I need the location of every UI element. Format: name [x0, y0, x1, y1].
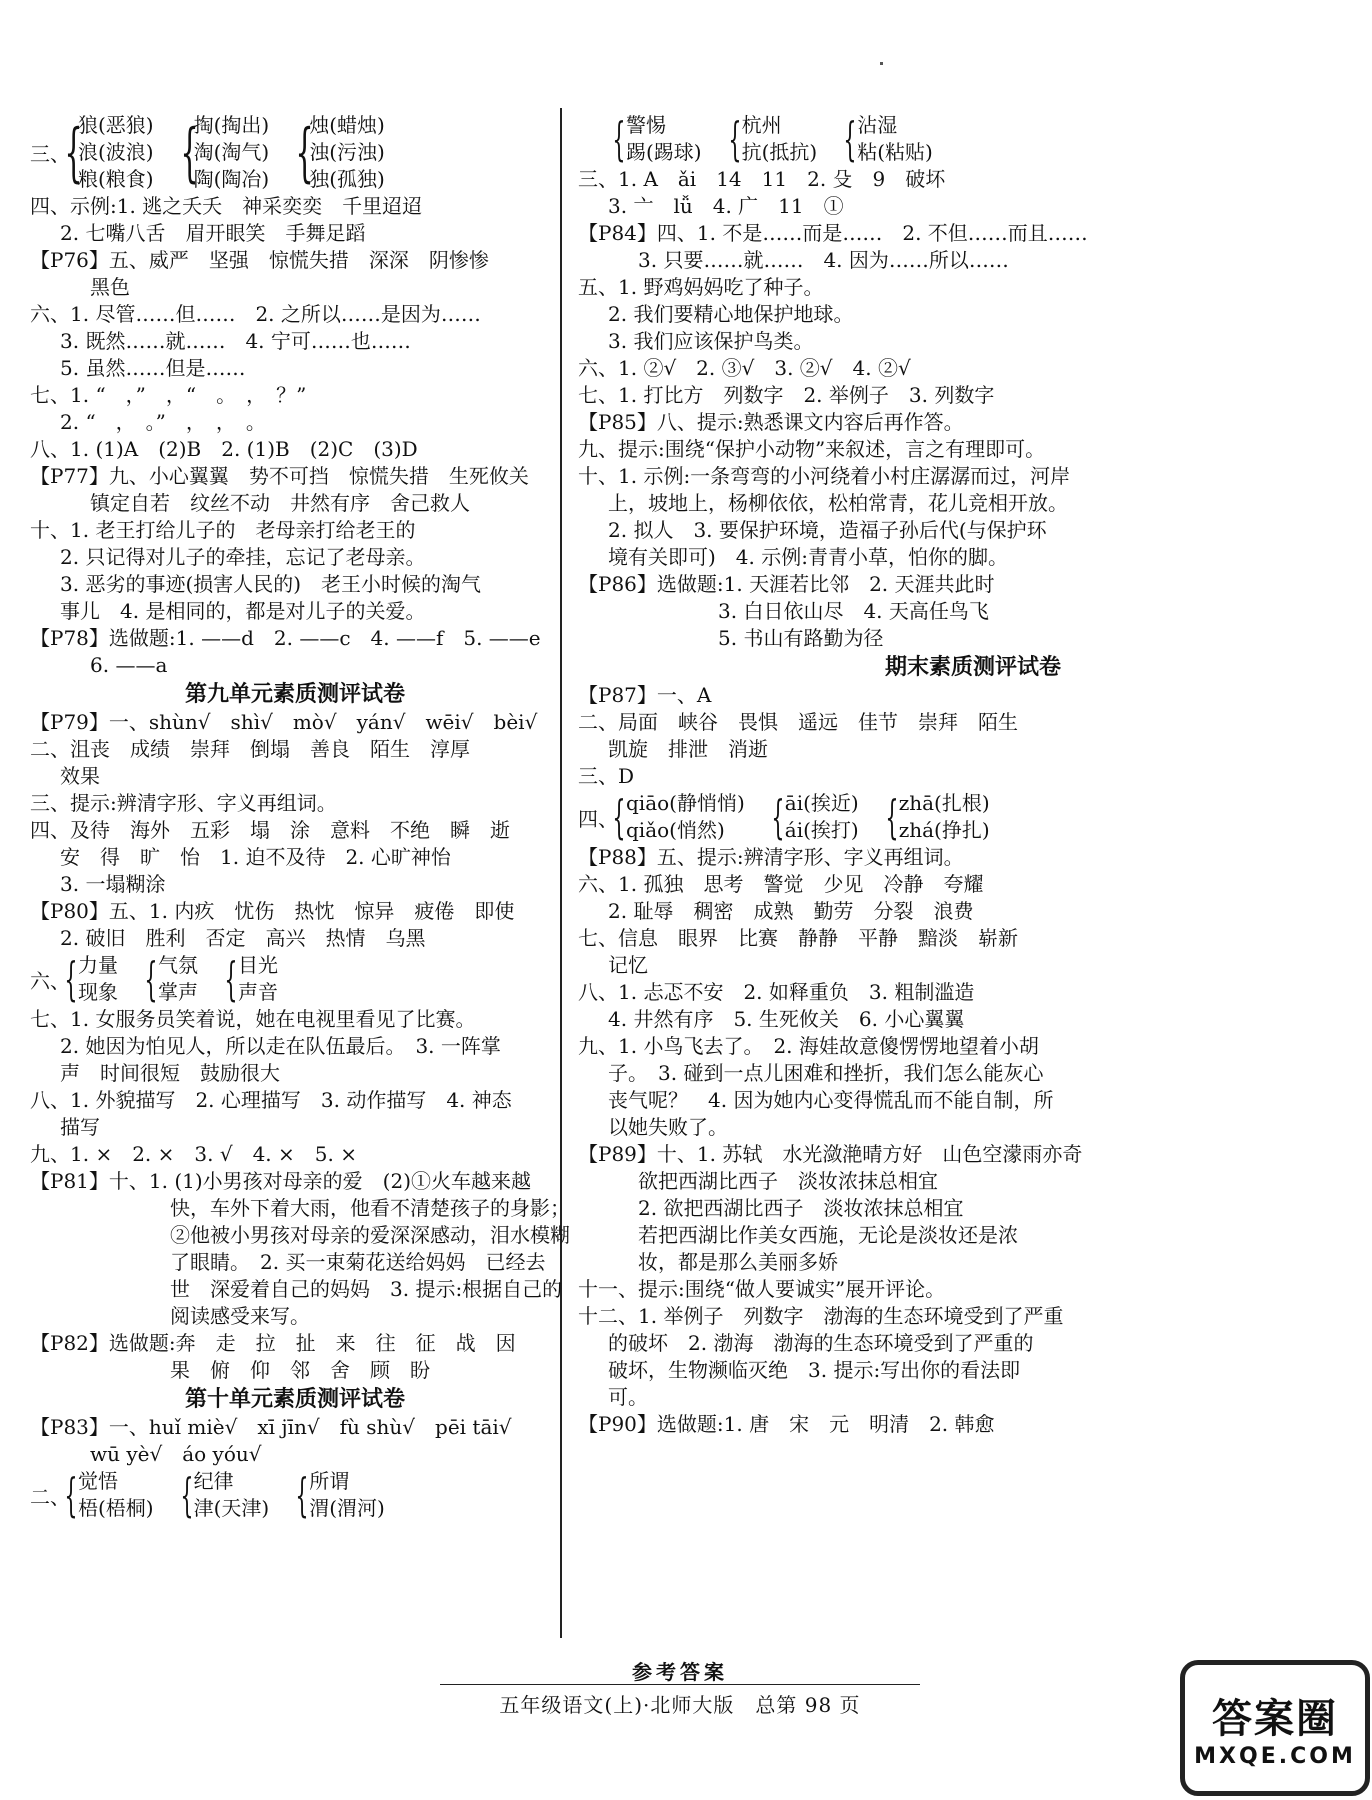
brace-item: 掏(掏出) — [193, 113, 270, 137]
answer-line: 果 俯 仰 邻 舍 顾 盼 — [170, 1358, 430, 1382]
answer-line: 子。 3. 碰到一点儿困难和挫折，我们怎么能灰心 — [608, 1061, 1044, 1085]
brace-item: 力量 — [78, 953, 118, 977]
brace-item: 气氛 — [158, 953, 198, 977]
brace-group-3: 三、 { 狼(恶狼) 浪(波浪) 粮(粮食) { 掏(掏出) 淘(淘气) 陶(陶冶) { 烛(蜡烛) 浊(污浊) 独(孤独) — [30, 113, 385, 191]
answer-line: 欲把西湖比西子 淡妆浓抹总相宜 — [638, 1169, 938, 1193]
answer-line: 阅读感受来写。 — [170, 1304, 310, 1328]
brace-item: zhá(挣扎) — [898, 818, 990, 842]
brace-item: 抗(抵抗) — [741, 140, 818, 164]
answer-line: 【P78】选做题:1. ——d 2. ——c 4. ——f 5. ——e — [30, 626, 541, 650]
answer-line: 【P90】选做题:1. 唐 宋 元 明清 2. 韩愈 — [578, 1412, 995, 1436]
brace-item: 独(孤独) — [309, 167, 385, 191]
answer-line: 【P83】一、huǐ miè√ xī jīn√ fù shù√ pēi tāi√ — [30, 1415, 512, 1439]
answer-line: 七、信息 眼界 比赛 静静 平静 黯淡 崭新 — [578, 926, 1018, 950]
right-column — [578, 112, 1368, 1438]
answer-line: 3. 白日依山尽 4. 天高任鸟飞 — [718, 599, 989, 623]
answer-line: 九、1. × 2. × 3. √ 4. × 5. × — [30, 1142, 357, 1166]
brace-item: 梧(梧桐) — [78, 1496, 154, 1520]
page-footer — [400, 1656, 960, 1718]
answer-line: 记忆 — [608, 953, 648, 977]
answer-line: 2. 拟人 3. 要保护环境，造福子孙后代(与保护环 — [608, 518, 1047, 542]
answer-line: 4. 井然有序 5. 生死攸关 6. 小心翼翼 — [608, 1007, 965, 1031]
brace-item: ái(挨打) — [784, 818, 859, 842]
answer-line: 十一、提示:围绕“做人要诚实”展开评论。 — [578, 1277, 946, 1301]
answer-line: 六、1. 孤独 思考 警觉 少见 冷静 夸耀 — [578, 872, 984, 896]
answer-line: 妆，都是那么美丽多娇 — [638, 1250, 838, 1274]
group-label: 二、 — [30, 1484, 70, 1509]
answer-line: 【P82】选做题:奔 走 拉 扯 来 往 征 战 因 — [30, 1331, 516, 1355]
watermark-text: 答案圈 — [1212, 1696, 1338, 1742]
answer-line: 八、1. 忐忑不安 2. 如释重负 3. 粗制滥造 — [578, 980, 975, 1004]
watermark-logo — [1180, 1660, 1370, 1796]
brace-item: 掌声 — [158, 980, 198, 1004]
brace-item: 觉悟 — [78, 1469, 118, 1493]
answer-line: 若把西湖比作美女西施，无论是淡妆还是浓 — [638, 1223, 1018, 1247]
brace-item: 浊(污浊) — [309, 140, 385, 164]
answer-line: 二、局面 峡谷 畏惧 遥远 佳节 崇拜 陌生 — [578, 710, 1018, 734]
answer-line: 三、1. A ǎi 14 11 2. 殳 9 破坏 — [578, 167, 946, 191]
answer-line: 黑色 — [90, 275, 130, 299]
group-label: 六、 — [30, 968, 70, 993]
brace-group-2: 二、 { 觉悟 梧(梧桐) { 纪律 津(天津) { 所谓 渭(渭河) — [30, 1468, 385, 1522]
answer-line: 【P76】五、威严 坚强 惊慌失措 深深 阴惨惨 — [30, 248, 489, 272]
answer-line: 四、及待 海外 五彩 塌 涂 意料 不绝 瞬 逝 — [30, 818, 510, 842]
answer-line: 【P88】五、提示:辨清字形、字义再组词。 — [578, 845, 964, 869]
answer-line: 八、1. (1)A (2)B 2. (1)B (2)C (3)D — [30, 437, 418, 461]
answer-line: 2. “ ， 。” ， ， 。 — [60, 410, 266, 434]
watermark-url: MXQE.COM — [1194, 1744, 1356, 1769]
brace-group-6: 六、 { 力量 现象 { 气氛 掌声 { 目光 声音 — [30, 952, 278, 1006]
answer-line: 3. 一塌糊涂 — [60, 872, 166, 896]
brace-item: 目光 — [238, 953, 278, 977]
answer-line: 快，车外下着大雨，他看不清楚孩子的身影； — [170, 1196, 570, 1220]
answer-line: 以她失败了。 — [608, 1115, 728, 1139]
brace-item: 淘(淘气) — [193, 140, 270, 164]
answer-line: 九、提示:围绕“保护小动物”来叙述，言之有理即可。 — [578, 437, 1046, 461]
brace-item: qiǎo(悄然) — [626, 818, 725, 842]
answer-line: 3. 我们应该保护鸟类。 — [608, 329, 814, 353]
answer-line: 可。 — [608, 1385, 648, 1409]
brace-item: zhā(扎根) — [898, 791, 990, 815]
group-label: 四、 — [578, 806, 618, 831]
answer-line: 【P80】五、1. 内疚 忧伤 热忱 惊异 疲倦 即使 — [30, 899, 515, 923]
brace-item: āi(挨近) — [784, 791, 859, 815]
answer-line: 十、1. 示例:一条弯弯的小河绕着小村庄潺潺而过，河岸 — [578, 464, 1071, 488]
answer-line: 丧气呢？ 4. 因为她内心变得慌乱而不能自制，所 — [608, 1088, 1054, 1112]
answer-line: 2. 只记得对儿子的牵挂，忘记了老母亲。 — [60, 545, 426, 569]
answer-line: 3. 亠 lǚ 4. 广 11 ① — [608, 194, 844, 218]
footer-rule — [440, 1684, 920, 1685]
answer-line: 【P87】一、A — [578, 683, 712, 707]
answer-line: 5. 书山有路勤为径 — [718, 626, 884, 650]
answer-line: 【P86】选做题:1. 天涯若比邻 2. 天涯共此时 — [578, 572, 995, 596]
answer-line: 【P84】四、1. 不是……而是…… 2. 不但……而且…… — [578, 221, 1088, 245]
answer-line: 2. 破旧 胜利 否定 高兴 热情 乌黑 — [60, 926, 426, 950]
answer-line: 七、1. 打比方 列数字 2. 举例子 3. 列数字 — [578, 383, 995, 407]
answer-line: 3. 恶劣的事迹(损害人民的) 老王小时候的淘气 — [60, 572, 482, 596]
answer-line: 三、D — [578, 764, 635, 788]
group-label: 三、 — [30, 142, 70, 166]
brace-item: 沾湿 — [857, 113, 898, 137]
answer-line: 世 深爱着自己的妈妈 3. 提示:根据自己的 — [170, 1277, 563, 1301]
brace-group-0: { 警惕 踢(踢球) { 杭州 抗(抵抗) { 沾湿 粘(粘贴) — [612, 112, 933, 166]
brace-item: 踢(踢球) — [626, 140, 702, 164]
answer-line: 效果 — [60, 764, 100, 788]
answer-line: 境有关即可) 4. 示例:青青小草，怕你的脚。 — [608, 545, 1008, 569]
answer-line: 五、1. 野鸡妈妈吃了种子。 — [578, 275, 824, 299]
footer-title: 参考答案 — [632, 1660, 728, 1684]
answer-line: 的破坏 2. 渤海 渤海的生态环境受到了严重的 — [608, 1331, 1034, 1355]
answer-line: 七、1. 女服务员笑着说，她在电视里看见了比赛。 — [30, 1007, 476, 1031]
answer-line: 事儿 4. 是相同的，都是对儿子的关爱。 — [60, 599, 426, 623]
section-heading-unit10: 第十单元素质测评试卷 — [184, 1386, 405, 1412]
column-divider — [560, 108, 562, 1638]
brace-item: 声音 — [238, 980, 278, 1004]
brace-group-4: 四、 { qiāo(静悄悄) qiǎo(悄然) { āi(挨近) ái(挨打) { zhā(扎根) zhá(挣扎) — [578, 790, 990, 844]
brace-item: qiāo(静悄悄) — [626, 791, 745, 815]
brace-item: 现象 — [78, 980, 118, 1004]
answer-line: 5. 虽然……但是…… — [60, 356, 246, 380]
answer-line: 2. 七嘴八舌 眉开眼笑 手舞足蹈 — [60, 221, 366, 245]
left-column — [30, 112, 570, 1522]
brace-item: 纪律 — [193, 1469, 234, 1493]
answer-line: 了眼睛。 2. 买一束菊花送给妈妈 已经去 — [170, 1250, 546, 1274]
answer-line: 2. 耻辱 稠密 成熟 勤劳 分裂 浪费 — [608, 899, 974, 923]
answer-line: 2. 欲把西湖比西子 淡妆浓抹总相宜 — [638, 1196, 964, 1220]
answer-line: 2. 我们要精心地保护地球。 — [608, 302, 854, 326]
answer-line: 破坏，生物濒临灭绝 3. 提示:写出你的看法即 — [608, 1358, 1021, 1382]
brace-item: 烛(蜡烛) — [309, 113, 385, 137]
answer-line: 【P77】九、小心翼翼 势不可挡 惊慌失措 生死攸关 — [30, 464, 529, 488]
section-heading-unit9: 第九单元素质测评试卷 — [184, 681, 405, 707]
answer-line: ②他被小男孩对母亲的爱深深感动，泪水模糊 — [170, 1223, 570, 1247]
brace-item: 浪(波浪) — [78, 140, 154, 164]
answer-line: 十二、1. 举例子 列数字 渤海的生态环境受到了严重 — [578, 1304, 1064, 1328]
answer-line: 【P81】十、1. (1)小男孩对母亲的爱 (2)①火车越来越 — [30, 1169, 532, 1193]
brace-item: 狼(恶狼) — [78, 113, 154, 137]
answer-line: 3. 只要……就…… 4. 因为……所以…… — [638, 248, 1009, 272]
section-heading-final: 期末素质测评试卷 — [884, 654, 1061, 680]
answer-line: 七、1. “ ，” ，“ 。 ， ？” — [30, 383, 307, 407]
answer-line: 十、1. 老王打给儿子的 老母亲打给老王的 — [30, 518, 416, 542]
answer-line: 2. 她因为怕见人，所以走在队伍最后。 3. 一阵掌 — [60, 1034, 501, 1058]
brace-item: 所谓 — [309, 1469, 350, 1493]
brace-item: 警惕 — [626, 113, 666, 137]
answer-line: 凯旋 排泄 消逝 — [608, 737, 768, 761]
answer-line: 镇定自若 纹丝不动 井然有序 舍己救人 — [90, 491, 470, 515]
answer-line: 三、提示:辨清字形、字义再组词。 — [30, 791, 337, 815]
brace-item: 粮(粮食) — [78, 167, 154, 191]
answer-line: 【P89】十、1. 苏轼 水光潋滟晴方好 山色空濛雨亦奇 — [578, 1142, 1083, 1166]
brace-item: 津(天津) — [193, 1496, 270, 1520]
footer-subtitle: 五年级语文(上)·北师大版 总第 98 页 — [499, 1693, 861, 1717]
answer-line: 安 得 旷 怡 1. 迫不及待 2. 心旷神怡 — [60, 845, 451, 869]
answer-line: 六、1. 尽管……但…… 2. 之所以……是因为…… — [30, 302, 481, 326]
answer-line: 四、示例:1. 逃之夭夭 神采奕奕 千里迢迢 — [30, 194, 423, 218]
brace-item: 粘(粘贴) — [857, 140, 933, 164]
answer-line: 【P85】八、提示:熟悉课文内容后再作答。 — [578, 410, 964, 434]
answer-line: wū yè√ áo yóu√ — [90, 1442, 262, 1466]
answer-line: 3. 既然……就…… 4. 宁可……也…… — [60, 329, 411, 353]
answer-line: 二、沮丧 成绩 崇拜 倒塌 善良 陌生 淳厚 — [30, 737, 470, 761]
brace-item: 渭(渭河) — [309, 1496, 385, 1520]
answer-line: 6. ——a — [90, 653, 168, 677]
answer-line: 声 时间很短 鼓励很大 — [60, 1061, 280, 1085]
brace-item: 杭州 — [741, 113, 782, 137]
answer-line: 八、1. 外貌描写 2. 心理描写 3. 动作描写 4. 神态 — [30, 1088, 512, 1112]
answer-line: 【P79】一、shùn√ shì√ mò√ yán√ wēi√ bèi√ — [30, 710, 538, 734]
brace-item: 陶(陶冶) — [193, 167, 270, 191]
answer-line: 六、1. ②√ 2. ③√ 3. ②√ 4. ②√ — [578, 356, 911, 380]
speck — [880, 62, 883, 65]
answer-line: 九、1. 小鸟飞去了。 2. 海娃故意傻愣愣地望着小胡 — [578, 1034, 1039, 1058]
answer-line: 上，坡地上，杨柳依依，松柏常青，花儿竞相开放。 — [608, 491, 1068, 515]
answer-line: 描写 — [60, 1115, 100, 1139]
